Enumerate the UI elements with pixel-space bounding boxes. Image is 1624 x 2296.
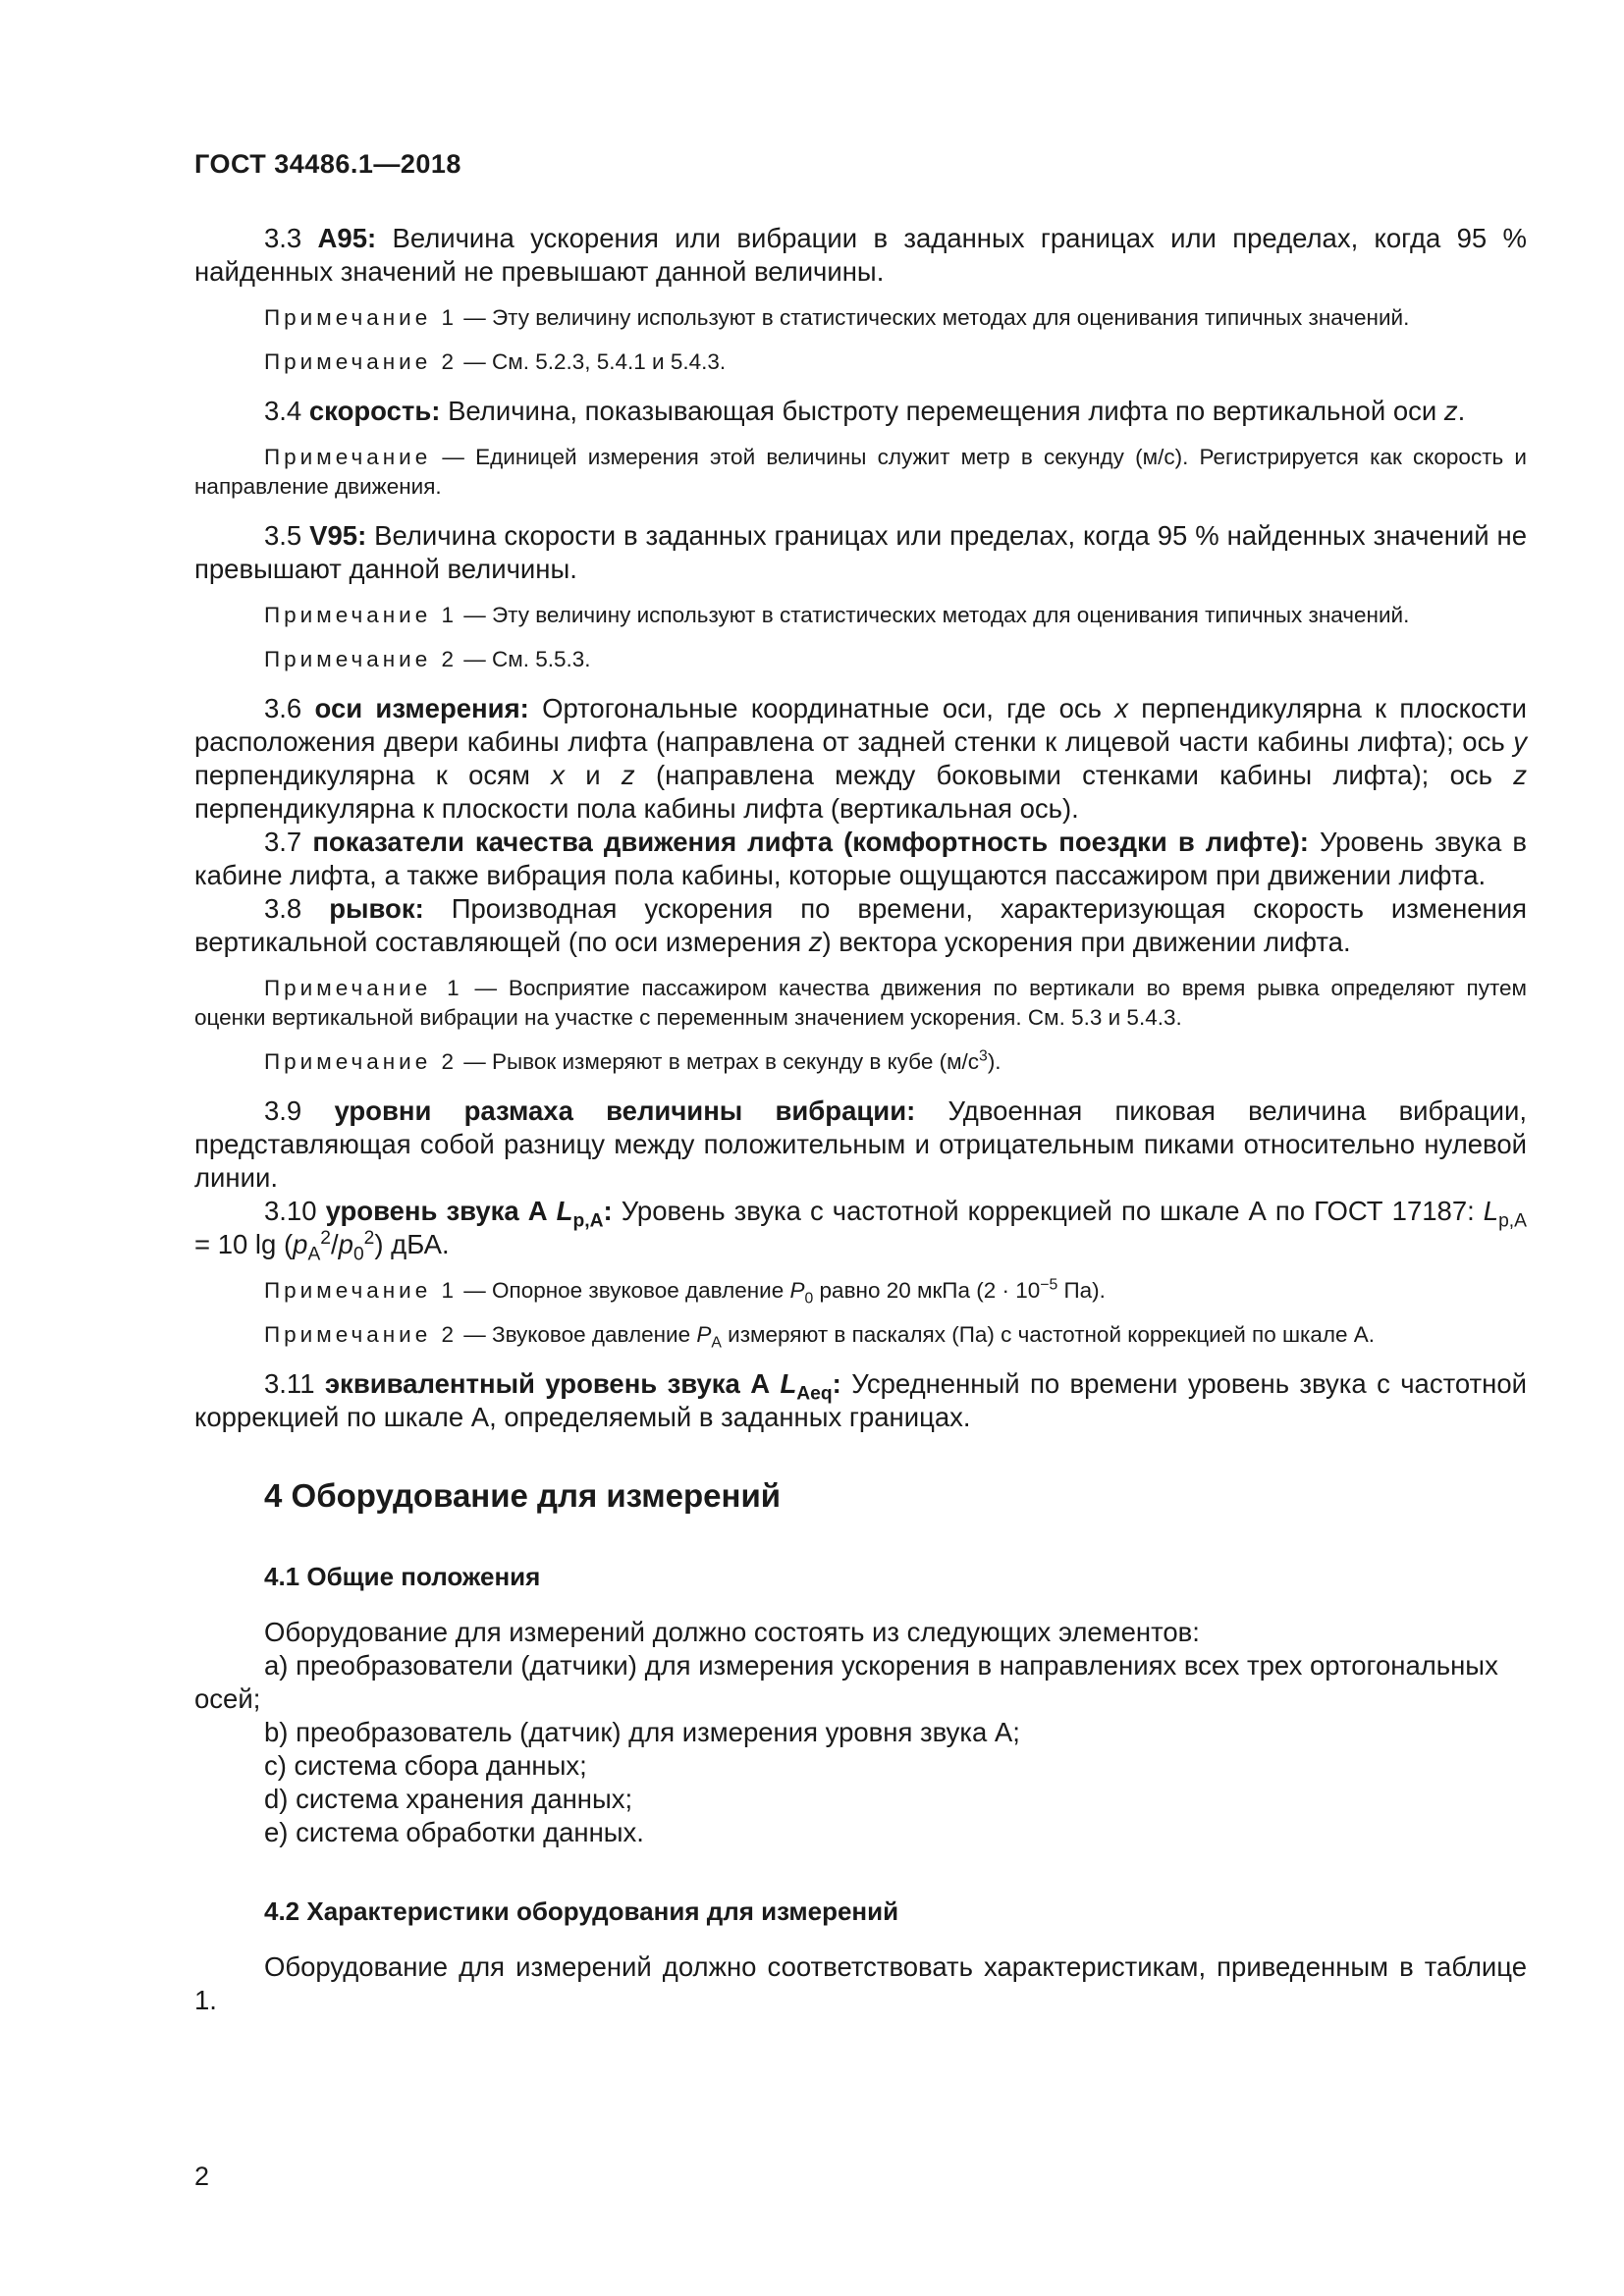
axis-symbol: z bbox=[621, 760, 635, 790]
definition-text: Производная ускорения по времени, характеризующая скорость изменения вертикальной составляющей (по оси измерения bbox=[194, 893, 1527, 957]
section-heading: 4 Оборудование для измерений bbox=[264, 1477, 782, 1514]
definition-text: Ортогональные координатные оси, где ось bbox=[528, 693, 1115, 723]
subscript: 0 bbox=[804, 1290, 814, 1308]
formula-text: / bbox=[331, 1229, 339, 1259]
axis-symbol: y bbox=[1513, 726, 1527, 757]
symbol: P bbox=[789, 1278, 805, 1303]
note-text: — Восприятие пассажиром качества движения по вертикали во время рывка определяют путем оценки вертикальной вибрации на участке с переменным значением ускорения. См. 5.3 и 5.4.3. bbox=[194, 976, 1528, 1030]
symbol: L bbox=[780, 1368, 797, 1399]
definition-text: Удвоенная пиковая величина вибрации, представляющая собой разницу между положительным и отрицательным пиками относительно нулевой линии. bbox=[194, 1095, 1527, 1193]
definition-text: Величина скорости в заданных границах или пределах, когда 95 % найденных значений не превышают данной величины. bbox=[194, 520, 1527, 584]
formula-text: ) дБА. bbox=[374, 1229, 450, 1259]
term: скорость: bbox=[308, 396, 441, 426]
subscript: A bbox=[307, 1244, 321, 1265]
note-text: — Звуковое давление bbox=[458, 1322, 697, 1347]
list-item: b) преобразователь (датчик) для измерения уровня звука А; bbox=[264, 1717, 1020, 1747]
paragraph-4-2: Оборудование для измерений должно соответствовать характеристикам, приведенным в таблице 1. bbox=[194, 1951, 1527, 2015]
note-3-3-1 bbox=[194, 303, 1527, 333]
symbol: P bbox=[696, 1322, 712, 1347]
subscript: 0 bbox=[352, 1244, 364, 1265]
definition-3-9 bbox=[194, 1095, 1527, 1195]
note-text: измеряют в паскалях (Па) с частотной коррекцией по шкале А. bbox=[721, 1322, 1376, 1347]
note-text: — См. 5.2.3, 5.4.1 и 5.4.3. bbox=[458, 349, 727, 374]
clause-number: 3.10 bbox=[264, 1196, 326, 1226]
formula-symbol: L bbox=[1483, 1196, 1499, 1226]
punctuation: : bbox=[603, 1196, 613, 1226]
note-text: Па). bbox=[1057, 1278, 1106, 1303]
subscript: Aeq bbox=[796, 1383, 833, 1405]
term: уровень звука А bbox=[325, 1196, 557, 1226]
note-3-8-2 bbox=[194, 1047, 1527, 1077]
list-item: с) система сбора данных; bbox=[264, 1750, 587, 1781]
formula-text: = 10 lg ( bbox=[194, 1229, 294, 1259]
superscript: 2 bbox=[363, 1227, 375, 1249]
definition-3-4 bbox=[194, 395, 1527, 428]
clause-number: 3.3 bbox=[264, 223, 318, 253]
note-text: — Опорное звуковое давление bbox=[458, 1278, 790, 1303]
superscript: −5 bbox=[1040, 1276, 1058, 1294]
note-label: Примечание 2 bbox=[264, 1322, 458, 1347]
page-number: 2 bbox=[194, 2162, 210, 2191]
definition-text: Уровень звука с частотной коррекцией по шкале А по ГОСТ 17187: bbox=[612, 1196, 1484, 1226]
note-3-4 bbox=[194, 443, 1527, 502]
subsection-heading-4-2: 4.2 Характеристики оборудования для измерений bbox=[264, 1896, 899, 1926]
note-label: Примечание bbox=[264, 445, 432, 469]
list-item: а) преобразователи (датчики) для измерения ускорения в направлениях всех трех ортогональных осей; bbox=[194, 1650, 1498, 1714]
definition-text: перпендикулярна к плоскости пола кабины лифта (вертикальная ось). bbox=[194, 793, 1079, 824]
note-3-5-1 bbox=[194, 601, 1527, 630]
note-label: Примечание 1 bbox=[264, 305, 458, 330]
axis-symbol: x bbox=[1114, 693, 1128, 723]
list-item: е) система обработки данных. bbox=[264, 1817, 644, 1847]
definition-3-8 bbox=[194, 892, 1527, 959]
definition-text: перпендикулярна к осям bbox=[194, 760, 552, 790]
definition-text: ) вектора ускорения при движении лифта. bbox=[822, 927, 1351, 957]
clause-number: 3.7 bbox=[264, 827, 313, 857]
formula-symbol: p bbox=[293, 1229, 308, 1259]
definition-text: Величина, показывающая быстроту перемещения лифта по вертикальной оси bbox=[440, 396, 1444, 426]
superscript: 2 bbox=[320, 1227, 331, 1249]
formula-symbol: p bbox=[338, 1229, 353, 1259]
list-item: d) система хранения данных; bbox=[264, 1784, 633, 1814]
definition-3-10 bbox=[194, 1195, 1527, 1265]
note-text: — Эту величину используют в статистических методах для оценивания типичных значений. bbox=[458, 305, 1410, 330]
punctuation: . bbox=[1457, 396, 1466, 426]
term: эквивалентный уровень звука А bbox=[324, 1368, 781, 1399]
note-text: — См. 5.5.3. bbox=[458, 647, 591, 671]
note-3-10-1 bbox=[194, 1276, 1527, 1306]
subsection-heading-4-1: 4.1 Общие положения bbox=[264, 1562, 541, 1591]
superscript: 3 bbox=[979, 1047, 988, 1065]
axis-symbol: x bbox=[551, 760, 565, 790]
punctuation: : bbox=[832, 1368, 841, 1399]
note-label: Примечание 1 bbox=[264, 603, 458, 627]
definition-3-11 bbox=[194, 1367, 1527, 1434]
clause-number: 3.11 bbox=[264, 1368, 325, 1399]
axis-symbol: z bbox=[808, 927, 823, 957]
axis-symbol: z bbox=[1443, 396, 1458, 426]
note-text: — Рывок измеряют в метрах в секунду в кубе (м/с bbox=[458, 1049, 980, 1074]
term: V95: bbox=[309, 520, 367, 551]
definition-3-6 bbox=[194, 692, 1527, 826]
note-label: Примечание 1 bbox=[264, 976, 463, 1000]
definition-3-7 bbox=[194, 826, 1527, 892]
note-label: Примечание 2 bbox=[264, 647, 458, 671]
note-text: — Эту величину используют в статистических методах для оценивания типичных значений. bbox=[458, 603, 1410, 627]
note-label: Примечание 2 bbox=[264, 349, 458, 374]
subscript: A bbox=[711, 1334, 722, 1352]
term: A95: bbox=[317, 223, 377, 253]
clause-number: 3.8 bbox=[264, 893, 330, 924]
definition-3-3 bbox=[194, 222, 1527, 289]
symbol: L bbox=[556, 1196, 573, 1226]
note-3-5-2 bbox=[194, 645, 1527, 674]
definition-text: Уровень звука в кабине лифта, а также вибрация пола кабины, которые ощущаются пассажиром при движении лифта. bbox=[194, 827, 1527, 890]
definition-text: и bbox=[564, 760, 622, 790]
definition-text: Величина ускорения или вибрации в заданных границах или пределах, когда 95 % найденных значений не превышают данной величины. bbox=[194, 223, 1527, 287]
subscript: p,A bbox=[1498, 1210, 1527, 1232]
subscript: p,A bbox=[572, 1210, 604, 1232]
page-content bbox=[194, 222, 1527, 2017]
term: уровни размаха величины вибрации: bbox=[334, 1095, 916, 1126]
note-3-8-1 bbox=[194, 974, 1527, 1033]
definition-3-5 bbox=[194, 519, 1527, 586]
definition-text: Усредненный по времени уровень звука с частотной коррекцией по шкале А, определяемый в заданных границах. bbox=[194, 1368, 1527, 1432]
term: рывок: bbox=[329, 893, 424, 924]
axis-symbol: z bbox=[1513, 760, 1527, 790]
intro-text: Оборудование для измерений должно состоять из следующих элементов: bbox=[264, 1617, 1200, 1647]
note-label: Примечание 1 bbox=[264, 1278, 458, 1303]
note-text: ). bbox=[987, 1049, 1001, 1074]
clause-number: 3.4 bbox=[264, 396, 309, 426]
term: показатели качества движения лифта (комфортность поездки в лифте): bbox=[312, 827, 1309, 857]
note-text: — Единицей измерения этой величины служит метр в секунду (м/с). Регистрируется как скорость и направление движения. bbox=[194, 445, 1527, 499]
definition-text: (направлена между боковыми стенками кабины лифта); ось bbox=[634, 760, 1514, 790]
note-3-3-2 bbox=[194, 347, 1527, 377]
note-text: равно 20 мкПа (2 · 10 bbox=[813, 1278, 1041, 1303]
clause-number: 3.9 bbox=[264, 1095, 335, 1126]
definition-text: перпендикулярна к плоскости расположения двери кабины лифта (направлена от задней стенки к лицевой части кабины лифта); ось bbox=[194, 693, 1527, 757]
clause-number: 3.5 bbox=[264, 520, 310, 551]
clause-number: 3.6 bbox=[264, 693, 315, 723]
term: оси измерения: bbox=[314, 693, 529, 723]
standard-header: ГОСТ 34486.1—2018 bbox=[194, 149, 461, 179]
note-label: Примечание 2 bbox=[264, 1049, 458, 1074]
note-3-10-2 bbox=[194, 1320, 1527, 1350]
